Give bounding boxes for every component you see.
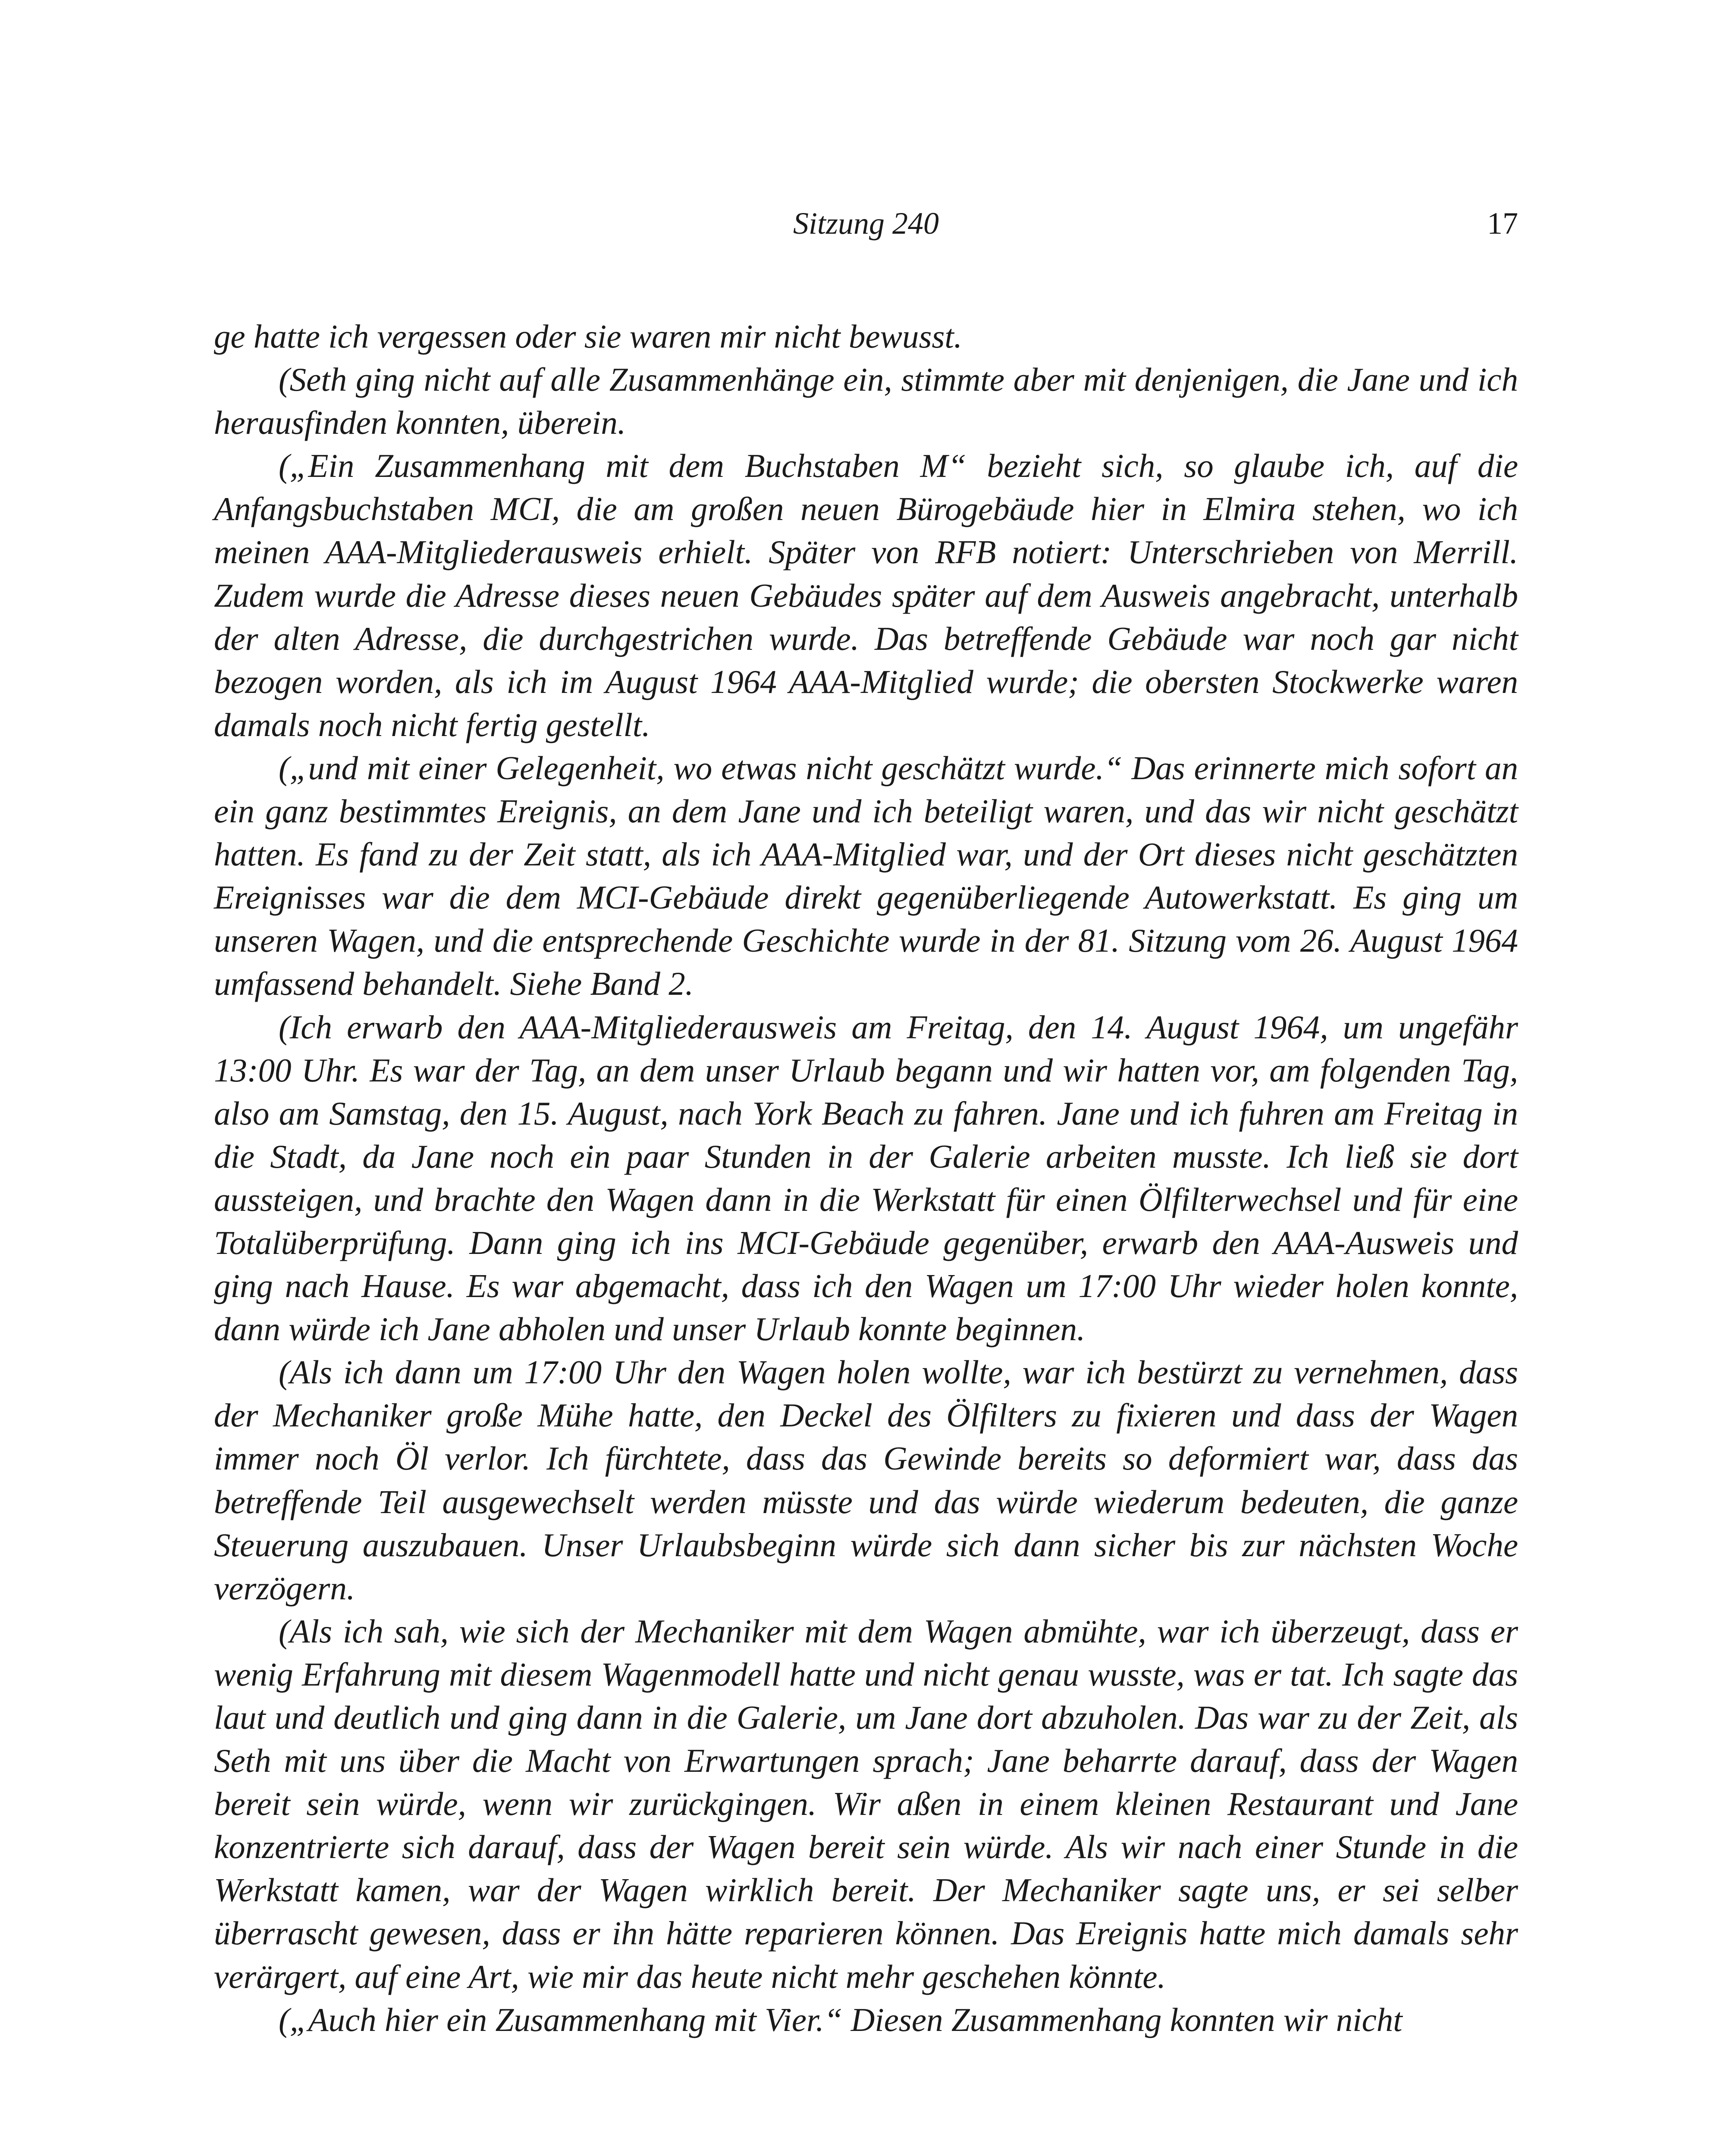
paragraph: (Ich erwarb den AAA-Mitgliederausweis am Freitag, den 14. August 1964, um ungefähr 13:00 Uhr. Es war der Tag, an dem unser Urlaub begann und wir hatten vor, am folgenden Tag, also am Samstag, den 15. August, nach York Beach zu fahren. Jane und ich fuhren am Freitag in die Stadt, da Jane noch ein paar Stunden in der Galerie arbeiten musste. Ich ließ sie dort aussteigen, und brachte den Wagen dann in die Werkstatt für einen Ölfilterwechsel und für eine Totalüberprüfung. Dann ging ich ins MCI-Gebäude gegenüber, erwarb den AAA-Ausweis und ging nach Hause. Es war abgemacht, dass ich den Wagen um 17:00 Uhr wieder holen konnte, dann würde ich Jane abholen und unser Urlaub konnte beginnen. [214,1008,1518,1348]
paragraph: („und mit einer Gelegenheit, wo etwas nicht geschätzt wurde.“ Das erinnerte mich sofort an ein ganz bestimmtes Ereignis, an dem Jane und ich beteiligt waren, und das wir nicht geschätzt hatten. Es fand zu der Zeit statt, als ich AAA-Mitglied war, und der Ort dieses nicht geschätzten Ereignisses war die dem MCI-Gebäude direkt gegenüberliegende Autowerkstatt. Es ging um unseren Wagen, und die entsprechende Geschichte wurde in der 81. Sitzung vom 26. August 1964 umfassend behandelt. Siehe Band 2. [214,749,1518,1003]
page-number: 17 [1487,206,1518,241]
paragraph: (Als ich sah, wie sich der Mechaniker mit dem Wagen abmühte, war ich überzeugt, dass er wenig Erfahrung mit diesem Wagenmodell hatte und nicht genau wusste, was er tat. Ich sagte das laut und deutlich und ging dann in die Galerie, um Jane dort abzuholen. Das war zu der Zeit, als Seth mit uns über die Macht von Erwartungen sprach; Jane beharrte darauf, dass der Wagen bereit sein würde, wenn wir zurückgingen. Wir aßen in einem kleinen Restaurant und Jane konzentrierte sich darauf, dass der Wagen bereit sein würde. Als wir nach einer Stunde in die Werkstatt kamen, war der Wagen wirklich bereit. Der Mechaniker sagte uns, er sei selber überrascht gewesen, dass er ihn hätte reparieren können. Das Ereignis hatte mich damals sehr verärgert, auf eine Art, wie mir das heute nicht mehr geschehen könnte. [214,1612,1518,1995]
paragraph: („Auch hier ein Zusammenhang mit Vier.“ Diesen Zusammenhang konnten wir nicht [279,2001,1403,2038]
paragraph: („Ein Zusammenhang mit dem Buchstaben M“ bezieht sich, so glaube ich, auf die Anfangsbuchstaben MCI, die am großen neuen Bürogebäude hier in Elmira stehen, wo ich meinen AAA-Mitgliederausweis erhielt. Später von RFB notiert: Unterschrieben von Merrill. Zudem wurde die Adresse dieses neuen Gebäudes später auf dem Ausweis angebracht, unterhalb der alten Adresse, die durchgestrichen wurde. Das betreffende Gebäude war noch gar nicht bezogen worden, als ich im August 1964 AAA-Mitglied wurde; die obersten Stockwerke waren damals noch nicht fertig gestellt. [214,447,1518,743]
body-text [214,315,1518,2041]
paragraph: (Als ich dann um 17:00 Uhr den Wagen holen wollte, war ich bestürzt zu vernehmen, dass der Mechaniker große Mühe hatte, den Deckel des Ölfilters zu fixieren und dass der Wagen immer noch Öl verlor. Ich fürchtete, dass das Gewinde bereits so deformiert war, dass das betreffende Teil ausgewechselt werden müsste und das würde wiederum bedeuten, die ganze Steuerung auszubauen. Unser Urlaubsbeginn würde sich dann sicher bis zur nächsten Woche verzögern. [214,1354,1518,1607]
paragraph: (Seth ging nicht auf alle Zusammenhänge ein, stimmte aber mit denjenigen, die Jane und ich herausfinden konnten, überein. [214,361,1518,442]
paragraph: ge hatte ich vergessen oder sie waren mir nicht bewusst. [214,318,963,355]
page-header [214,202,1518,245]
running-title: Sitzung 240 [793,206,939,241]
